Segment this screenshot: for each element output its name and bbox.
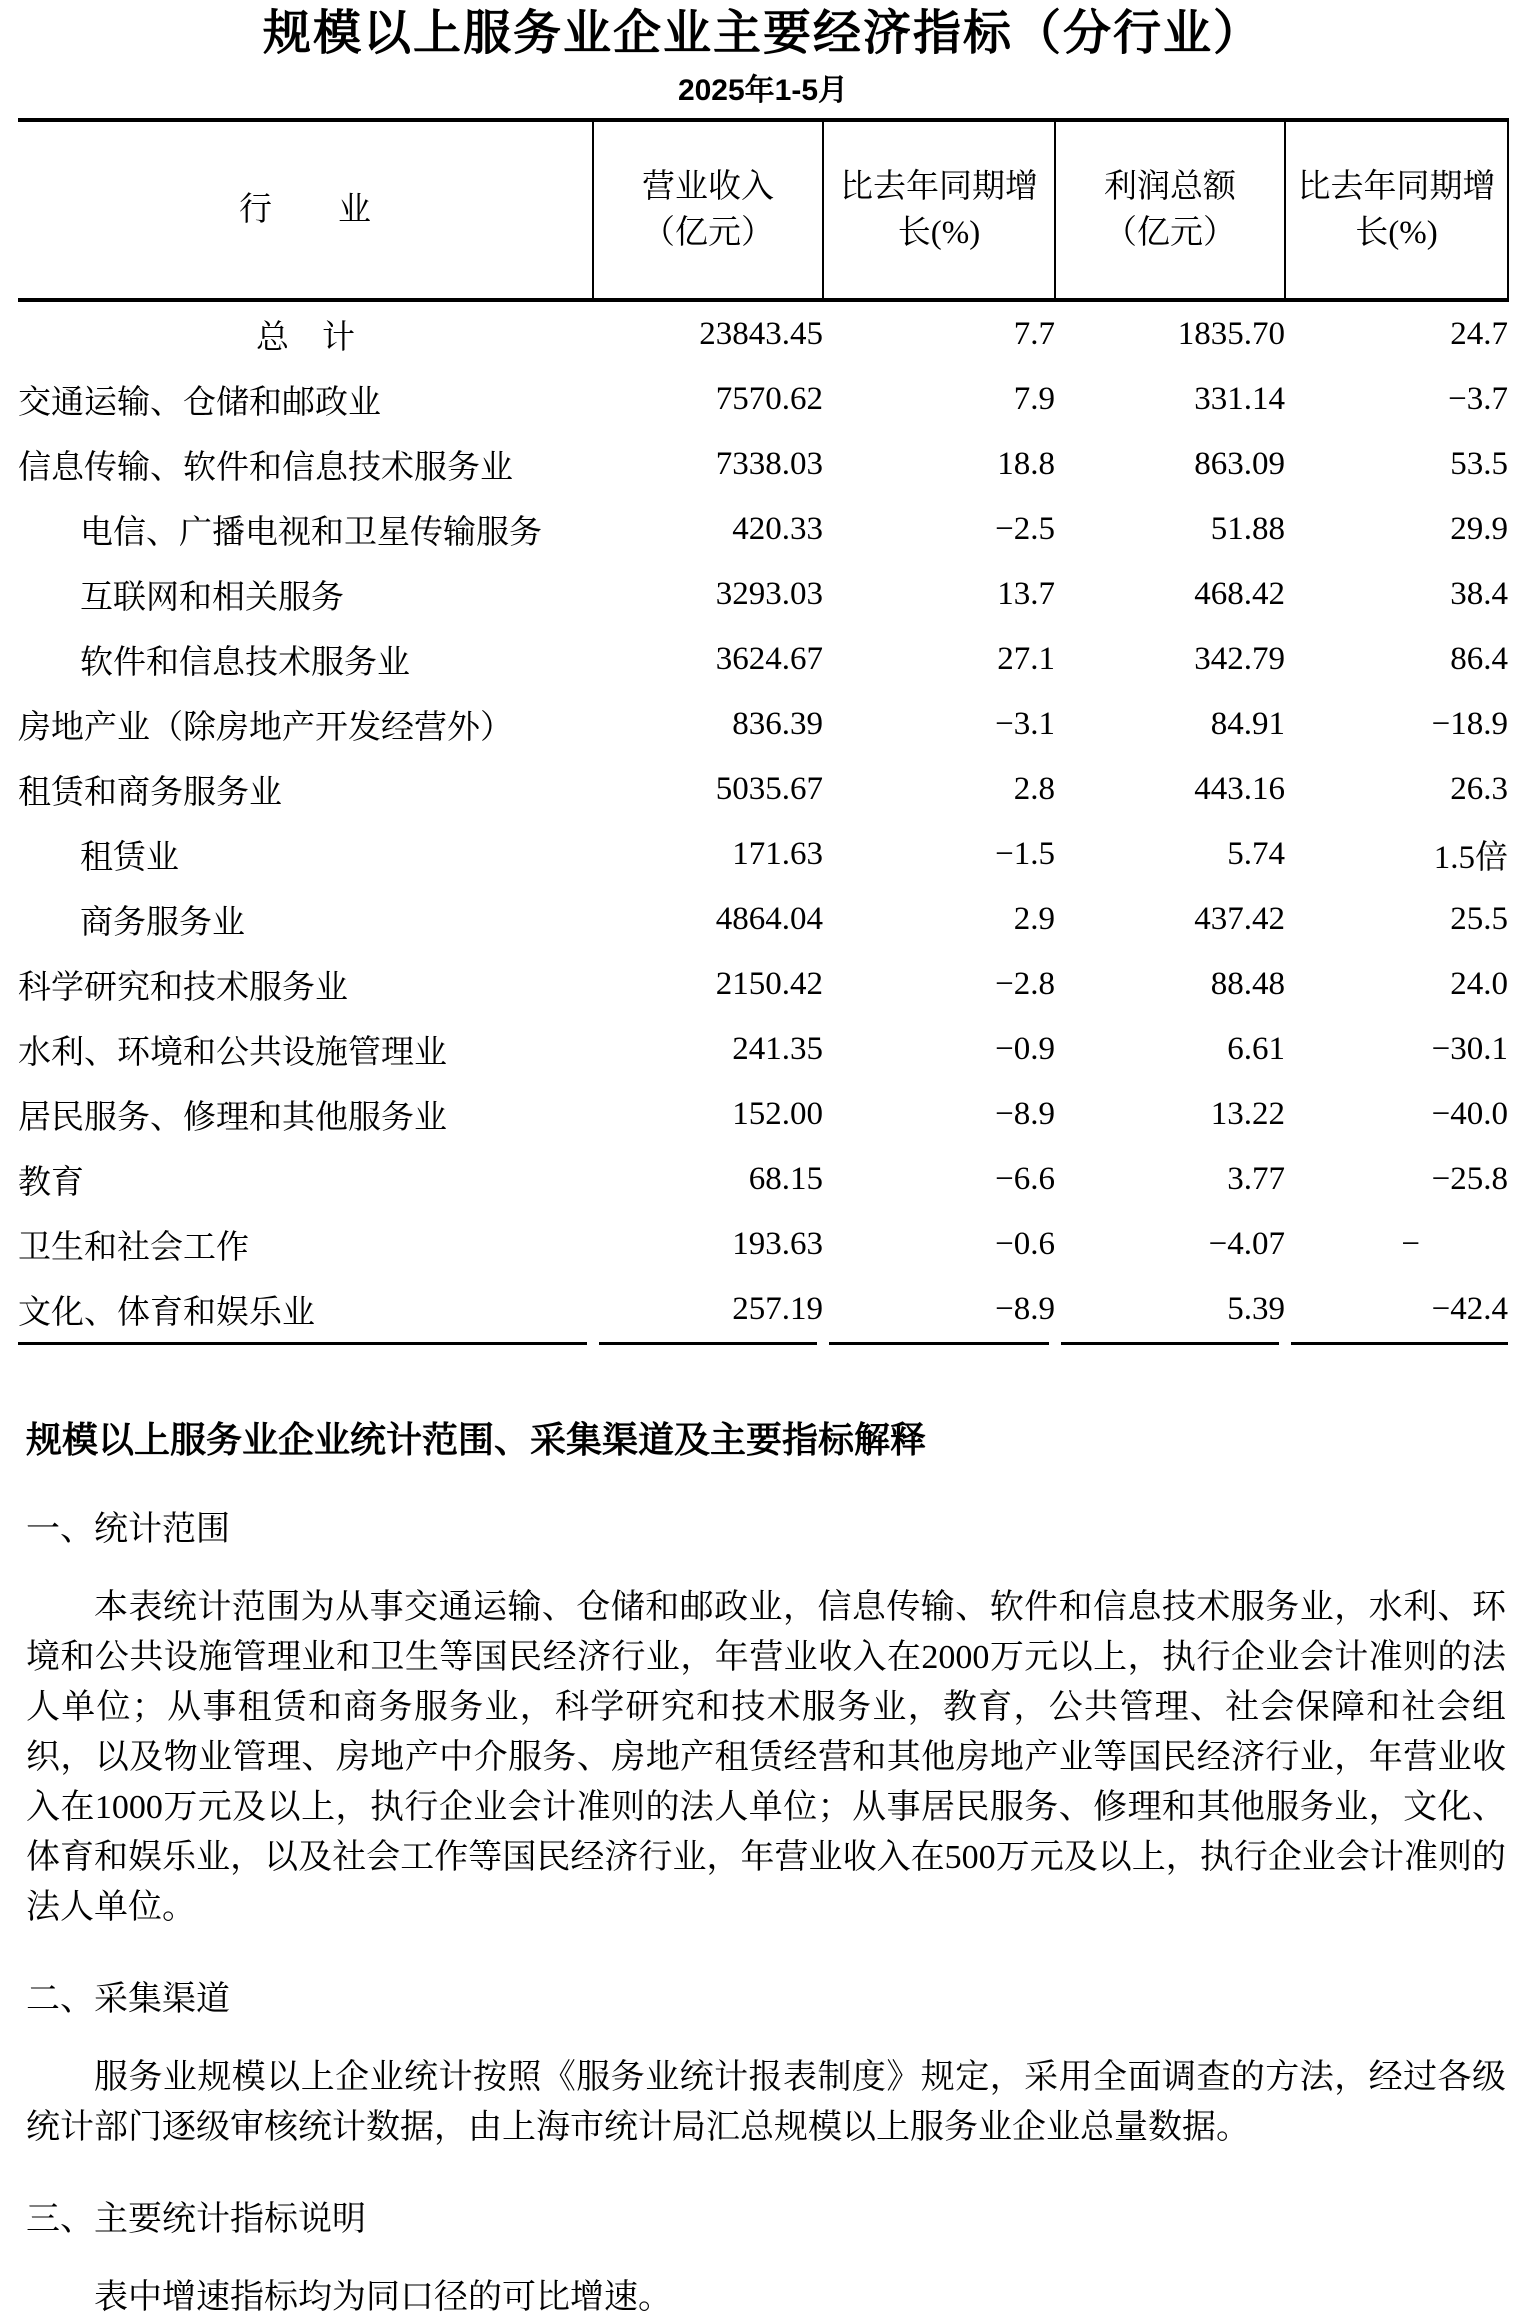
table-row [18, 1277, 1508, 1342]
revenue-growth-value: −8.9 [995, 1096, 1055, 1132]
table-row [18, 1082, 1508, 1147]
revenue-growth-value: 13.7 [997, 576, 1055, 612]
industry-name: 房地产业（除房地产开发经营外） [18, 710, 513, 746]
column-header-revenue-growth: 比去年同期增 长(%) [823, 120, 1055, 300]
notes-section-3-paragraph: 表中增速指标均为同口径的可比增速。 [94, 2279, 672, 2316]
table-row [18, 367, 1508, 432]
column-header-profit: 利润总额 （亿元） [1055, 120, 1285, 300]
industry-name: 商务服务业 [80, 905, 245, 941]
revenue-value: 836.39 [732, 706, 823, 742]
notes-section-1-paragraph: 本表统计范围为从事交通运输、仓储和邮政业，信息传输、软件和信息技术服务业，水利、环境和公共设施管理业和卫生等国民经济行业，年营业收入在2000万元以上，执行企业会计准则的法人单位；从事租赁和商务服务业，科学研究和技术服务业，教育，公共管理、社会保障和社会组织，以及物业管理、房地产中介服务、房地产租赁经营和其他房地产业等国民经济行业，年营业收入在1000万元及以上，执行企业会计准则的法人单位；从事居民服务、修理和其他服务业，文化、体育和娱乐业，以及社会工作等国民经济行业，年营业收入在500万元及以上，执行企业会计准则的法人单位。 [26, 1589, 1506, 1926]
revenue-value: 4864.04 [715, 901, 823, 937]
industry-name: 租赁和商务服务业 [18, 775, 282, 811]
revenue-growth-value: 7.9 [1013, 381, 1055, 417]
notes-section [26, 1417, 1506, 2323]
indicators-table [18, 118, 1509, 1342]
revenue-value: 2150.42 [715, 966, 823, 1002]
industry-name: 总 计 [256, 320, 355, 356]
profit-value: 51.88 [1210, 511, 1285, 547]
industry-name: 卫生和社会工作 [18, 1230, 249, 1266]
profit-growth-value: 25.5 [1450, 901, 1508, 937]
profit-growth-value: 24.7 [1450, 316, 1508, 352]
revenue-value: 152.00 [732, 1096, 823, 1132]
revenue-growth-value: 2.8 [1013, 771, 1055, 807]
profit-growth-value: 26.3 [1450, 771, 1508, 807]
revenue-value: 171.63 [732, 836, 823, 872]
column-header-profit-growth: 比去年同期增 长(%) [1285, 120, 1508, 300]
profit-value: 443.16 [1194, 771, 1285, 807]
table-bottom-border [18, 1342, 1508, 1345]
industry-name: 居民服务、修理和其他服务业 [18, 1100, 447, 1136]
revenue-value: 23843.45 [699, 316, 823, 352]
table-row [18, 1212, 1508, 1277]
profit-value: 5.39 [1227, 1291, 1285, 1327]
profit-value: 331.14 [1194, 381, 1285, 417]
notes-heading: 规模以上服务业企业统计范围、采集渠道及主要指标解释 [26, 1419, 927, 1460]
column-header-revenue: 营业收入 （亿元） [593, 120, 823, 300]
profit-growth-value: −3.7 [1448, 381, 1508, 417]
revenue-value: 241.35 [732, 1031, 823, 1067]
revenue-growth-value: −2.8 [995, 966, 1055, 1002]
profit-value: 13.22 [1210, 1096, 1285, 1132]
table-row [18, 952, 1508, 1017]
table-header [18, 120, 1508, 300]
table-row [18, 300, 1508, 367]
profit-value: 437.42 [1194, 901, 1285, 937]
revenue-value: 7338.03 [715, 446, 823, 482]
industry-name: 互联网和相关服务 [80, 580, 344, 616]
profit-value: 88.48 [1210, 966, 1285, 1002]
revenue-growth-value: −0.9 [995, 1031, 1055, 1067]
revenue-growth-value: −0.6 [995, 1226, 1055, 1262]
table-row [18, 627, 1508, 692]
revenue-growth-value: −3.1 [995, 706, 1055, 742]
page-title: 规模以上服务业企业主要经济指标（分行业） [262, 7, 1263, 60]
profit-growth-value: 29.9 [1450, 511, 1508, 547]
profit-value: 84.91 [1210, 706, 1285, 742]
industry-name: 水利、环境和公共设施管理业 [18, 1035, 447, 1071]
table-header-row [18, 120, 1508, 300]
industry-name: 文化、体育和娱乐业 [18, 1295, 315, 1331]
revenue-value: 3293.03 [715, 576, 823, 612]
revenue-value: 420.33 [732, 511, 823, 547]
revenue-value: 5035.67 [715, 771, 823, 807]
table-row [18, 692, 1508, 757]
profit-growth-value: 24.0 [1450, 966, 1508, 1002]
table-row [18, 1017, 1508, 1082]
table-row [18, 497, 1508, 562]
revenue-growth-value: −8.9 [995, 1291, 1055, 1327]
page-subtitle: 2025年1-5月 [677, 74, 849, 107]
revenue-growth-value: −6.6 [995, 1161, 1055, 1197]
profit-growth-value: 86.4 [1450, 641, 1508, 677]
profit-value: 1835.70 [1177, 316, 1285, 352]
revenue-value: 7570.62 [715, 381, 823, 417]
notes-section-1-title: 一、统计范围 [26, 1511, 230, 1548]
profit-growth-value: −40.0 [1431, 1096, 1508, 1132]
table-row [18, 887, 1508, 952]
industry-name: 教育 [18, 1165, 84, 1201]
revenue-growth-value: 27.1 [997, 641, 1055, 677]
profit-value: 3.77 [1227, 1161, 1285, 1197]
profit-growth-value: −25.8 [1431, 1161, 1508, 1197]
table-row [18, 1147, 1508, 1212]
revenue-growth-value: −1.5 [995, 836, 1055, 872]
industry-name: 电信、广播电视和卫星传输服务 [80, 515, 542, 551]
profit-value: 5.74 [1227, 836, 1285, 872]
industry-name: 信息传输、软件和信息技术服务业 [18, 450, 513, 486]
profit-value: 863.09 [1194, 446, 1285, 482]
profit-growth-value: −30.1 [1431, 1031, 1508, 1067]
column-header-industry: 行 业 [18, 120, 593, 300]
table-body [18, 300, 1508, 1342]
table-row [18, 757, 1508, 822]
revenue-value: 68.15 [748, 1161, 823, 1197]
profit-value: 6.61 [1227, 1031, 1285, 1067]
industry-name: 科学研究和技术服务业 [18, 970, 348, 1006]
profit-growth-value: 1.5倍 [1433, 840, 1508, 876]
table-row [18, 822, 1508, 887]
revenue-growth-value: 18.8 [997, 446, 1055, 482]
profit-growth-value: − [1401, 1226, 1420, 1262]
revenue-value: 257.19 [732, 1291, 823, 1327]
industry-name: 软件和信息技术服务业 [80, 645, 410, 681]
notes-section-2-title: 二、采集渠道 [26, 1981, 230, 2018]
profit-growth-value: 53.5 [1450, 446, 1508, 482]
notes-section-2-paragraph: 服务业规模以上企业统计按照《服务业统计报表制度》规定，采用全面调查的方法，经过各级统计部门逐级审核统计数据，由上海市统计局汇总规模以上服务业企业总量数据。 [26, 2059, 1506, 2146]
industry-name: 租赁业 [80, 840, 179, 876]
profit-value: 468.42 [1194, 576, 1285, 612]
profit-growth-value: −18.9 [1431, 706, 1508, 742]
revenue-value: 3624.67 [715, 641, 823, 677]
profit-value: 342.79 [1194, 641, 1285, 677]
table-row [18, 562, 1508, 627]
revenue-growth-value: −2.5 [995, 511, 1055, 547]
document-page [0, 6, 1526, 2316]
notes-section-3-title: 三、主要统计指标说明 [26, 2201, 366, 2238]
table-row [18, 432, 1508, 497]
profit-growth-value: −42.4 [1431, 1291, 1508, 1327]
revenue-value: 193.63 [732, 1226, 823, 1262]
revenue-growth-value: 7.7 [1013, 316, 1055, 352]
profit-growth-value: 38.4 [1450, 576, 1508, 612]
profit-value: −4.07 [1208, 1226, 1285, 1262]
industry-name: 交通运输、仓储和邮政业 [18, 385, 381, 421]
revenue-growth-value: 2.9 [1013, 901, 1055, 937]
